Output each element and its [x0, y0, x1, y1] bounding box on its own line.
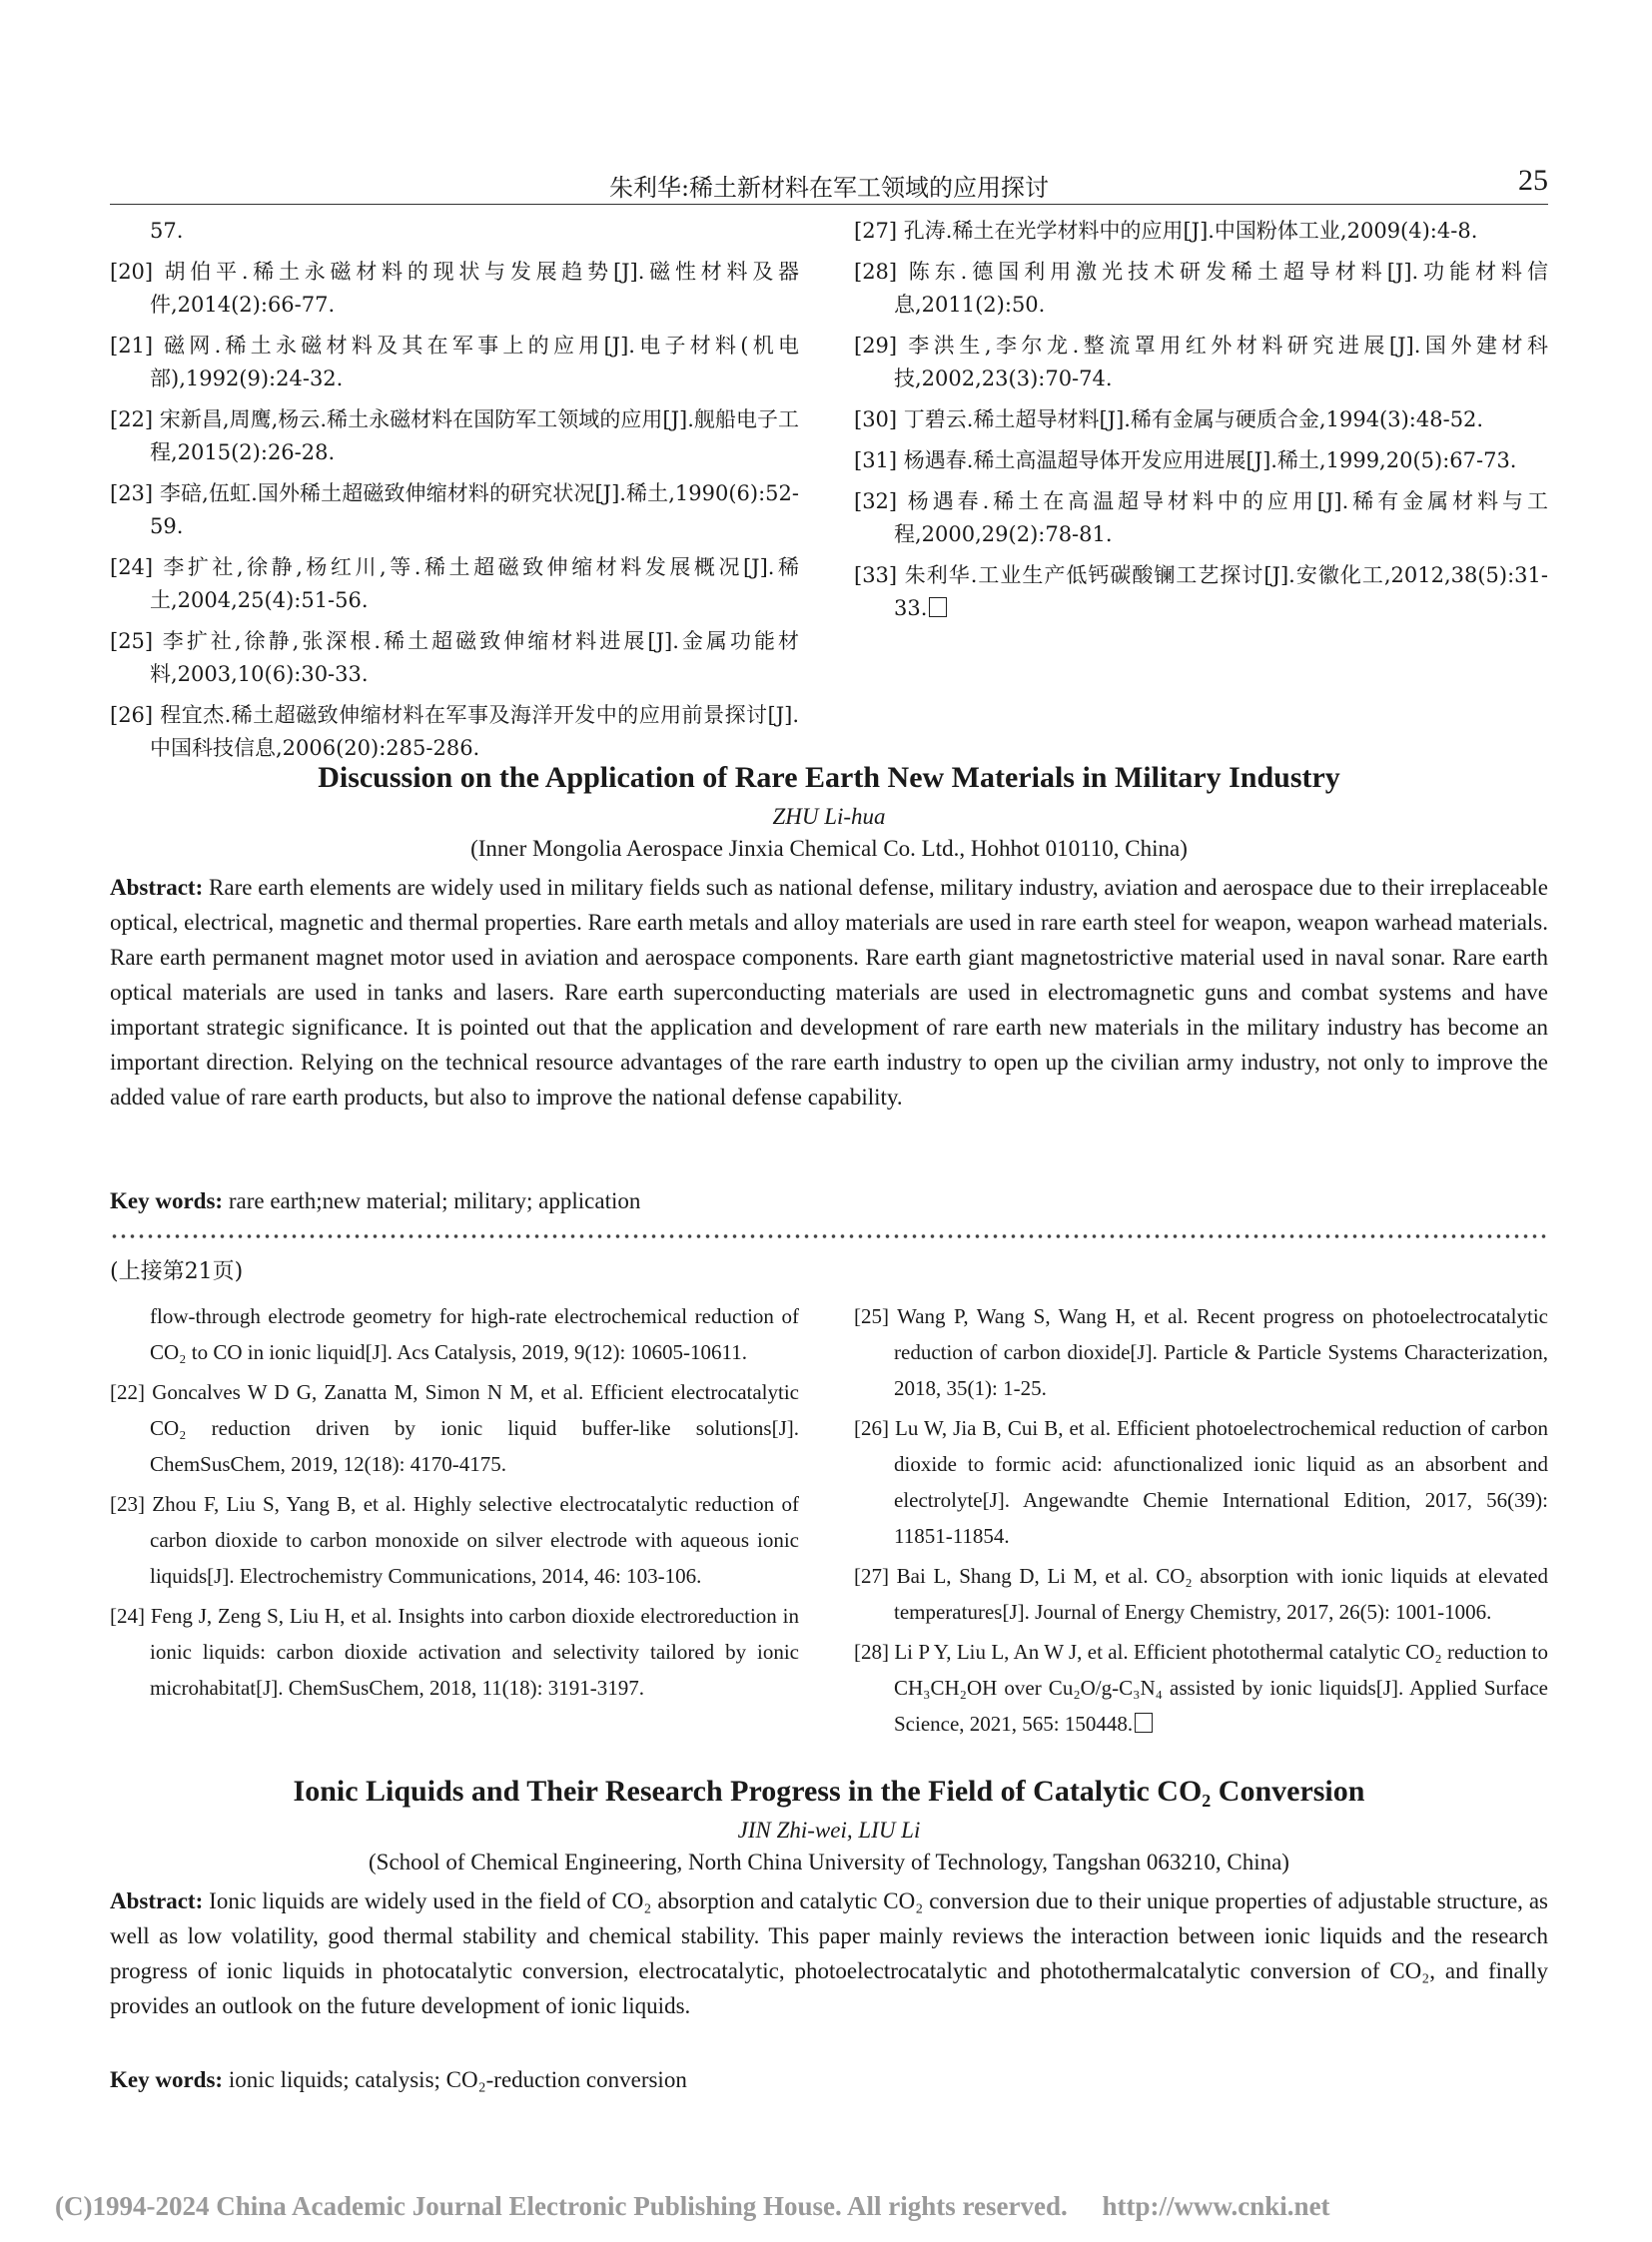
- reference-item: [24] Feng J, Zeng S, Liu H, et al. Insights into carbon dioxide electroreduction in ionic liquids: carbon dioxide activation and selectivity tailored by ionic microhabitat[J]. ChemSusChem, 2018, 11(18): 3191-3197.: [110, 1604, 799, 1700]
- english-abstract-1: [110, 870, 1548, 1115]
- abstract-body: Rare earth elements are widely used in military fields such as national defense, military industry, aviation and aerospace due to their irreplaceable optical, electrical, magnetic and thermal properties. Rare earth metals and alloy materials are used in rare earth steel for weapon, weapon warhead materials. Rare earth permanent magnet motor used in aviation and aerospace components. Rare earth giant magnetostrictive material used in naval sonar. Rare earth optical materials are used in tanks and lasers. Rare earth superconducting materials are used in electromagnetic guns and combat systems and have important strategic significance. It is pointed out that the application and development of rare earth new materials in the military industry has become an important direction. Relying on the technical resource advantages of the rare earth industry to open up the civilian army industry, not only to improve the added value of rare earth products, but also to improve the national defense capability.: [110, 875, 1548, 1110]
- running-title: 朱利华:稀土新材料在军工领域的应用探讨: [608, 174, 1050, 202]
- reference-item: [27] Bai L, Shang D, Li M, et al. CO₂ absorption with ionic liquids at elevated temperatures[J]. Journal of Energy Chemistry, 2017, 26(5): 1001-1006.: [854, 1564, 1548, 1624]
- keywords-2: [110, 2067, 1548, 2093]
- references-top-left: [110, 215, 799, 773]
- reference-item: 57.: [150, 219, 184, 243]
- reference-item: [23] Zhou F, Liu S, Yang B, et al. Highly selective electrocatalytic reduction of carbon dioxide to carbon monoxide on silver electrode with aqueous ionic liquids[J]. Electrochemistry Communications, 2014, 46: 103-106.: [110, 1492, 799, 1588]
- english-author-1: ZHU Li-hua: [772, 804, 886, 829]
- copyright-footer: [55, 2191, 1613, 2222]
- reference-item: [32] 杨遇春.稀土在高温超导材料中的应用[J].稀有金属材料与工程,2000,29(2):78-81.: [854, 489, 1548, 546]
- reference-item: [24] 李扩社,徐静,杨红川,等.稀土超磁致伸缩材料发展概况[J].稀土,2004,25(4):51-56.: [110, 555, 799, 612]
- reference-item: [29] 李洪生,李尔龙.整流罩用红外材料研究进展[J].国外建材科技,2002,23(3):70-74.: [854, 334, 1548, 390]
- cnki-link[interactable]: http://www.cnki.net: [1102, 2191, 1330, 2221]
- references-bottom-left: [110, 1298, 799, 1710]
- keywords-1: [110, 1188, 1548, 1214]
- keywords-value: ionic liquids; catalysis; CO₂-reduction conversion: [228, 2067, 687, 2092]
- running-header: [110, 164, 1548, 205]
- dotted-divider: [110, 1231, 1548, 1241]
- reference-item: flow-through electrode geometry for high-rate electrochemical reduction of CO₂ to CO in ionic liquid[J]. Acs Catalysis, 2019, 9(12): 10605-10611.: [150, 1304, 799, 1364]
- continued-from-note: (上接第21页): [110, 1259, 244, 1284]
- reference-item: [23] 李碚,伍虹.国外稀土超磁致伸缩材料的研究状况[J].稀土,1990(6):52-59.: [110, 481, 799, 538]
- reference-item: [30] 丁碧云.稀土超导材料[J].稀有金属与硬质合金,1994(3):48-52.: [854, 407, 1484, 431]
- references-top-right: [854, 215, 1548, 633]
- reference-item: [26] Lu W, Jia B, Cui B, et al. Efficient photoelectrochemical reduction of carbon dioxide to formic acid: afunctionalized ionic liquid as an absorbent and electrolyte[J]. Angewandte Chemie International Edition, 2017, 56(39): 11851-11854.: [854, 1416, 1548, 1548]
- reference-item: [22] Goncalves W D G, Zanatta M, Simon N M, et al. Efficient electrocatalytic CO₂ reduction driven by ionic liquid buffer-like solutions[J]. ChemSusChem, 2019, 12(18): 4170-4175.: [110, 1380, 799, 1476]
- end-mark: [929, 597, 947, 617]
- keywords-label: Key words:: [110, 1188, 224, 1213]
- reference-item: [21] 磁网.稀土永磁材料及其在军事上的应用[J].电子材料(机电部),1992(9):24-32.: [110, 334, 799, 390]
- keywords-label: Key words:: [110, 2067, 224, 2092]
- keywords-value: rare earth;new material; military; application: [228, 1188, 641, 1213]
- english-abstract-2: [110, 1883, 1548, 2023]
- reference-item: [28] Li P Y, Liu L, An W J, et al. Efficient photothermal catalytic CO₂ reduction to CH₃CH₂OH over Cu₂O/g-C₃N₄ assisted by ionic liquids[J]. Applied Surface Science, 2021, 565: 150448.: [854, 1640, 1548, 1736]
- abstract-label: Abstract:: [110, 875, 204, 900]
- abstract-label: Abstract:: [110, 1888, 204, 1913]
- reference-item: [25] 李扩社,徐静,张深根.稀土超磁致伸缩材料进展[J].金属功能材料,2003,10(6):30-33.: [110, 629, 799, 686]
- reference-item: [26] 程宜杰.稀土超磁致伸缩材料在军事及海洋开发中的应用前景探讨[J].中国科技信息,2006(20):285-286.: [110, 703, 799, 760]
- copyright-text: (C)1994-2024 China Academic Journal Electronic Publishing House. All rights reserved.: [55, 2191, 1068, 2221]
- end-mark: [1135, 1713, 1153, 1733]
- english-author-2: JIN Zhi-wei, LIU Li: [737, 1818, 921, 1843]
- abstract-body: Ionic liquids are widely used in the field of CO₂ absorption and catalytic CO₂ conversion due to their unique properties of adjustable structure, as well as low volatility, good thermal stability and chemical stability. This paper mainly reviews the interaction between ionic liquids and the research progress of ionic liquids in photocatalytic conversion, electrocatalytic, photoelectrocatalytic and photothermalcatalytic conversion of CO₂, and finally provides an outlook on the future development of ionic liquids.: [110, 1888, 1548, 2018]
- reference-item: [27] 孔涛.稀土在光学材料中的应用[J].中国粉体工业,2009(4):4-8.: [854, 219, 1478, 243]
- english-affiliation-1: (Inner Mongolia Aerospace Jinxia Chemical Co. Ltd., Hohhot 010110, China): [470, 836, 1188, 861]
- reference-item: [28] 陈东.德国利用激光技术研发稀土超导材料[J].功能材料信息,2011(2):50.: [854, 260, 1548, 317]
- english-title-1: Discussion on the Application of Rare Earth New Materials in Military Industry: [318, 761, 1340, 794]
- page-number: 25: [1518, 164, 1548, 197]
- reference-item: [31] 杨遇春.稀土高温超导体开发应用进展[J].稀土,1999,20(5):67-73.: [854, 448, 1517, 472]
- reference-item: [33] 朱利华.工业生产低钙碳酸镧工艺探讨[J].安徽化工,2012,38(5):31-33.: [854, 563, 1548, 620]
- reference-item: [25] Wang P, Wang S, Wang H, et al. Recent progress on photoelectrocatalytic reduction of carbon dioxide[J]. Particle & Particle Systems Characterization, 2018, 35(1): 1-25.: [854, 1304, 1548, 1400]
- english-affiliation-2: (School of Chemical Engineering, North China University of Technology, Tangshan 063210, China): [369, 1850, 1289, 1874]
- reference-item: [22] 宋新昌,周鹰,杨云.稀土永磁材料在国防军工领域的应用[J].舰船电子工程,2015(2):26-28.: [110, 407, 799, 464]
- reference-item: [20] 胡伯平.稀土永磁材料的现状与发展趋势[J].磁性材料及器件,2014(2):66-77.: [110, 260, 799, 317]
- references-bottom-right: [854, 1298, 1548, 1746]
- english-title-2: Ionic Liquids and Their Research Progress in the Field of Catalytic CO₂ Conversion: [293, 1775, 1365, 1808]
